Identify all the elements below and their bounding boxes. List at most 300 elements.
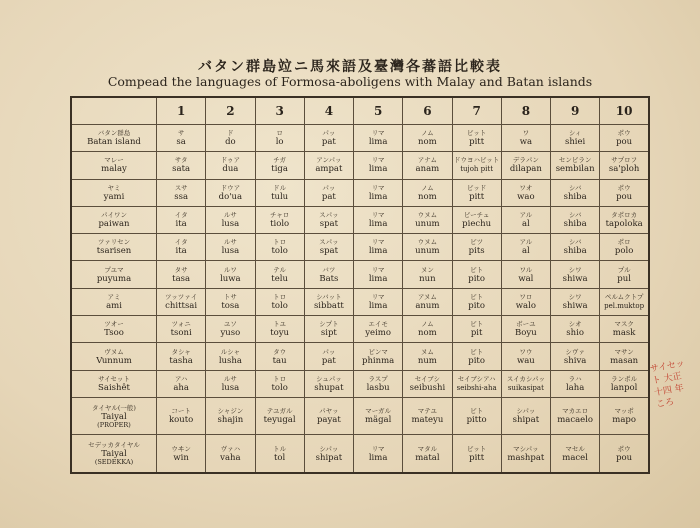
header-corner <box>71 97 157 125</box>
word-cell <box>452 152 501 179</box>
word-romanization: nun <box>419 273 436 284</box>
word-kana: トロ <box>273 374 287 383</box>
word-kana: ルサ <box>223 211 237 220</box>
word-cell <box>501 179 550 206</box>
word-romanization: shiva <box>563 355 587 366</box>
word-kana: パッ <box>322 183 336 192</box>
word-kana: ピット <box>467 444 487 453</box>
word-kana: ノム <box>421 320 434 329</box>
word-romanization: dua <box>222 164 239 175</box>
word-kana: リマ <box>371 183 385 192</box>
table-row <box>71 343 649 370</box>
word-cell <box>551 288 600 315</box>
word-romanization: sa'ploh <box>608 164 640 175</box>
word-romanization: tiga <box>271 164 288 175</box>
word-kana: ポロ <box>617 238 631 247</box>
word-cell <box>304 179 353 206</box>
word-kana: ポウ <box>617 183 631 192</box>
word-kana: ピンマ <box>368 347 388 356</box>
word-kana: マスク <box>614 320 634 329</box>
word-cell <box>551 435 600 473</box>
word-cell <box>255 343 304 370</box>
column-header-7: 7 <box>452 97 501 125</box>
word-kana: スイカシパッ <box>506 374 545 383</box>
language-name: Taiyal <box>101 449 127 460</box>
word-kana: ピト <box>470 265 484 274</box>
word-cell <box>452 234 501 261</box>
column-header-2: 2 <box>206 97 255 125</box>
table-row <box>71 288 649 315</box>
title-japanese: バタン群島竝ニ馬來語及臺灣各蕃語比較表 <box>198 59 502 75</box>
language-name-cell <box>71 152 157 179</box>
word-cell <box>304 206 353 233</box>
word-romanization: pou <box>616 191 633 202</box>
word-cell <box>403 261 452 288</box>
word-romanization: nom <box>418 191 437 202</box>
word-cell <box>206 343 255 370</box>
word-romanization: pito <box>468 300 485 311</box>
word-cell <box>600 179 649 206</box>
word-kana: シワ <box>568 292 582 301</box>
word-kana: ヌム <box>420 347 434 356</box>
word-cell <box>452 435 501 473</box>
word-kana: ロ <box>276 129 283 138</box>
word-kana: ピツ <box>470 238 484 247</box>
word-romanization: mask <box>612 328 636 339</box>
word-kana: ユソ <box>223 320 237 329</box>
word-kana: デラパン <box>512 156 539 165</box>
word-cell <box>354 234 403 261</box>
word-romanization: lusa <box>221 246 240 257</box>
column-header-8: 8 <box>501 97 550 125</box>
word-romanization: lo <box>275 137 284 148</box>
word-cell <box>206 316 255 343</box>
word-cell <box>157 234 206 261</box>
word-kana: タウ <box>273 347 287 356</box>
word-kana: ルサ <box>223 238 237 247</box>
word-romanization: shiba <box>563 191 587 202</box>
word-cell <box>354 370 403 397</box>
word-cell <box>551 397 600 434</box>
language-name-cell <box>71 234 157 261</box>
word-kana: ドウア <box>220 183 241 192</box>
word-romanization: ssa <box>174 191 189 202</box>
word-cell <box>551 261 600 288</box>
word-romanization: lima <box>368 246 388 257</box>
language-kana: ヴヌム <box>104 347 124 356</box>
word-cell <box>501 316 550 343</box>
column-header-10: 10 <box>600 97 649 125</box>
word-cell <box>157 206 206 233</box>
language-kana: アミ <box>107 292 121 301</box>
word-romanization: yeimo <box>365 328 391 339</box>
word-kana: サ <box>177 129 185 138</box>
language-name: Saishêt <box>98 382 130 393</box>
word-kana: ピト <box>470 320 484 329</box>
word-cell <box>255 206 304 233</box>
word-romanization: tosa <box>221 300 240 311</box>
word-kana: テル <box>273 265 286 274</box>
word-kana: ワ <box>522 129 530 138</box>
word-cell <box>255 316 304 343</box>
word-romanization: polo <box>614 246 634 257</box>
word-cell <box>452 179 501 206</box>
word-kana: パッ <box>322 347 336 356</box>
word-cell <box>255 435 304 473</box>
word-romanization: pat <box>321 137 336 148</box>
word-romanization: pitto <box>466 415 487 426</box>
word-kana: パッ <box>322 129 336 138</box>
table-row <box>71 316 649 343</box>
word-romanization: pel.muktop <box>604 301 645 310</box>
word-romanization: tsoni <box>170 328 192 339</box>
word-kana: ピト <box>470 347 484 356</box>
word-kana: リマ <box>371 156 385 165</box>
word-kana: リマ <box>371 292 385 301</box>
word-romanization: macel <box>562 452 588 463</box>
word-cell <box>600 343 649 370</box>
word-romanization: tapoloka <box>605 219 643 230</box>
word-cell <box>403 397 452 434</box>
word-kana: マシパッ <box>513 444 539 453</box>
language-name-cell <box>71 435 157 473</box>
word-romanization: shio <box>566 328 584 339</box>
word-kana: ピト <box>470 292 484 301</box>
table-row <box>71 125 649 152</box>
header-row <box>71 97 649 125</box>
language-name-cell <box>71 206 157 233</box>
word-cell <box>354 316 403 343</box>
word-romanization: shipat <box>315 452 343 463</box>
word-kana: タサ <box>174 265 188 274</box>
word-cell <box>501 234 550 261</box>
language-kana: ヤミ <box>107 183 121 192</box>
word-cell <box>501 261 550 288</box>
word-romanization: tol <box>273 452 286 463</box>
word-cell <box>157 179 206 206</box>
word-romanization: pitt <box>469 137 485 148</box>
word-cell <box>304 125 353 152</box>
word-romanization: Bats <box>319 273 339 284</box>
word-romanization: lanpol <box>610 382 638 393</box>
word-kana: ウヌム <box>417 211 438 220</box>
word-cell <box>206 152 255 179</box>
word-romanization: yuso <box>220 328 241 339</box>
word-romanization: anam <box>415 164 440 175</box>
word-romanization: toyu <box>270 328 290 339</box>
language-kana: サイセット <box>98 374 130 383</box>
word-romanization: ita <box>175 219 187 230</box>
word-cell <box>452 125 501 152</box>
word-kana: ペルムクトプ <box>604 292 644 301</box>
word-kana: ランポル <box>611 374 638 383</box>
word-kana: ツッツァイ <box>165 292 198 301</box>
word-romanization: pul <box>617 273 631 284</box>
word-kana: セイブシアハ <box>457 374 496 383</box>
language-name-cell <box>71 397 157 434</box>
word-kana: ラハ <box>568 374 582 383</box>
word-cell <box>452 261 501 288</box>
word-cell <box>304 435 353 473</box>
table-row <box>71 206 649 233</box>
word-cell <box>255 397 304 434</box>
word-romanization: sibbatt <box>313 300 344 311</box>
word-kana: リマ <box>371 129 385 138</box>
word-romanization: sa <box>176 137 186 148</box>
word-cell <box>501 397 550 434</box>
word-romanization: seibshi-aha <box>456 383 497 392</box>
word-kana: マタル <box>417 444 438 453</box>
word-kana: シオ <box>568 320 582 329</box>
word-kana: サプロフ <box>611 156 638 165</box>
language-kana: ツオー <box>104 320 124 329</box>
word-romanization: nom <box>418 328 437 339</box>
word-kana: マカエロ <box>562 407 589 416</box>
word-kana: バツ <box>322 265 336 274</box>
word-romanization: walo <box>515 300 536 311</box>
word-cell <box>157 343 206 370</box>
language-kana: タイヤル(一般) <box>92 403 136 412</box>
word-romanization: num <box>417 355 437 366</box>
word-romanization: shupat <box>314 382 344 393</box>
word-cell <box>304 370 353 397</box>
word-cell <box>304 343 353 370</box>
column-header-4: 4 <box>304 97 353 125</box>
word-cell <box>354 435 403 473</box>
word-kana: シヴァ <box>565 347 585 356</box>
word-cell <box>501 125 550 152</box>
word-romanization: al <box>521 246 530 257</box>
word-kana: ピッド <box>467 183 487 192</box>
word-romanization: phinma <box>362 355 395 366</box>
word-cell <box>551 343 600 370</box>
word-kana: チガ <box>273 156 287 165</box>
word-cell <box>255 152 304 179</box>
word-romanization: mateyu <box>411 415 444 426</box>
word-romanization: lusa <box>221 382 240 393</box>
word-romanization: sembilan <box>555 164 595 175</box>
word-kana: アナム <box>417 156 437 165</box>
word-cell <box>403 206 452 233</box>
word-cell <box>255 261 304 288</box>
word-romanization: chittsai <box>165 300 198 311</box>
word-kana: タシャ <box>171 347 191 356</box>
word-romanization: seibushi <box>409 382 446 393</box>
word-kana: ピット <box>467 129 487 138</box>
language-name-cell <box>71 343 157 370</box>
word-kana: マーガル <box>365 407 392 416</box>
word-kana: シバ <box>568 211 582 220</box>
word-cell <box>157 261 206 288</box>
word-romanization: wao <box>517 191 535 202</box>
word-cell <box>600 206 649 233</box>
word-cell <box>501 435 550 473</box>
word-romanization: shiei <box>564 137 586 148</box>
column-header-5: 5 <box>354 97 403 125</box>
comparison-table <box>70 96 650 474</box>
word-romanization: shiba <box>563 219 587 230</box>
word-kana: リマ <box>371 211 385 220</box>
word-cell <box>600 125 649 152</box>
word-kana: シバ <box>568 183 582 192</box>
word-cell <box>501 370 550 397</box>
word-romanization: lima <box>368 191 388 202</box>
word-cell <box>551 152 600 179</box>
word-cell <box>255 288 304 315</box>
word-romanization: pitt <box>469 452 485 463</box>
word-cell <box>403 316 452 343</box>
word-cell <box>157 316 206 343</box>
word-cell <box>354 261 403 288</box>
word-romanization: kouto <box>168 415 194 426</box>
column-header-1: 1 <box>157 97 206 125</box>
word-romanization: dilapan <box>509 164 542 175</box>
word-romanization: lasbu <box>366 382 390 393</box>
word-kana: ルシャ <box>220 347 240 356</box>
word-kana: トユ <box>273 320 286 329</box>
word-cell <box>452 370 501 397</box>
word-kana: ワロ <box>519 292 533 301</box>
word-romanization: luwa <box>220 273 241 284</box>
word-kana: ポウ <box>617 129 631 138</box>
word-cell <box>157 125 206 152</box>
word-romanization: lima <box>368 452 388 463</box>
word-romanization: pits <box>468 246 485 257</box>
word-kana: プル <box>617 265 631 274</box>
word-cell <box>501 288 550 315</box>
word-kana: セイブシ <box>414 374 441 383</box>
word-kana: トル <box>273 444 287 453</box>
word-cell <box>551 370 600 397</box>
word-kana: ドウヨハピット <box>454 156 500 165</box>
word-kana: シパッ <box>319 444 339 453</box>
language-name: yami <box>103 191 125 202</box>
word-romanization: pito <box>468 273 485 284</box>
word-cell <box>403 435 452 473</box>
word-romanization: lima <box>368 300 388 311</box>
word-kana: マセル <box>565 444 585 453</box>
word-kana: ヴァハ <box>220 444 241 453</box>
word-romanization: pito <box>468 355 485 366</box>
language-name: puyuma <box>96 273 132 284</box>
word-cell <box>551 316 600 343</box>
word-romanization: wau <box>516 355 535 366</box>
word-romanization: tujoh pitt <box>460 165 494 174</box>
word-cell <box>206 435 255 473</box>
column-header-6: 6 <box>403 97 452 125</box>
word-romanization: vaha <box>220 452 241 463</box>
word-cell <box>600 234 649 261</box>
word-kana: ドゥア <box>220 156 241 165</box>
word-kana: スサ <box>174 183 188 192</box>
word-cell <box>600 288 649 315</box>
word-kana: ポウ <box>617 444 631 453</box>
word-kana: ルワ <box>223 265 237 274</box>
word-cell <box>206 370 255 397</box>
word-romanization: lusa <box>221 219 240 230</box>
word-romanization: al <box>521 219 530 230</box>
word-romanization: tolo <box>271 300 288 311</box>
word-kana: スパッ <box>319 238 339 247</box>
word-cell <box>304 234 353 261</box>
word-cell <box>551 234 600 261</box>
word-romanization: do <box>225 137 236 148</box>
word-romanization: unum <box>415 246 440 257</box>
language-name-cell <box>71 288 157 315</box>
word-romanization: tolo <box>271 246 288 257</box>
word-cell <box>403 125 452 152</box>
table-row <box>71 234 649 261</box>
language-name: Vunnum <box>96 355 132 366</box>
word-kana: ワウ <box>519 347 533 356</box>
language-name: Batan island <box>87 137 141 148</box>
word-cell <box>403 234 452 261</box>
column-header-3: 3 <box>255 97 304 125</box>
handwritten-note: サイセット 大正 十四 年 ころ <box>649 358 686 411</box>
word-cell <box>452 343 501 370</box>
language-kana: セデッカタイヤル <box>88 441 140 450</box>
word-kana: リマ <box>371 238 385 247</box>
word-kana: マッポ <box>614 407 634 416</box>
word-cell <box>403 152 452 179</box>
word-cell <box>304 397 353 434</box>
word-cell <box>157 288 206 315</box>
word-cell <box>304 316 353 343</box>
word-cell <box>206 206 255 233</box>
word-cell <box>452 288 501 315</box>
word-romanization: macaelo <box>557 415 594 426</box>
word-cell <box>206 397 255 434</box>
word-kana: ボーユ <box>516 320 536 329</box>
word-cell <box>255 234 304 261</box>
language-name-cell <box>71 179 157 206</box>
table-row <box>71 370 649 397</box>
word-cell <box>501 343 550 370</box>
word-romanization: pou <box>616 452 633 463</box>
word-cell <box>206 125 255 152</box>
word-cell <box>403 343 452 370</box>
word-kana: リマ <box>371 444 385 453</box>
word-cell <box>304 152 353 179</box>
word-cell <box>354 343 403 370</box>
word-kana: ピト <box>470 407 484 416</box>
word-romanization: pit <box>470 328 483 339</box>
word-kana: エイモ <box>368 320 388 329</box>
language-subname: (PROPER) <box>97 420 131 429</box>
word-kana: アンパッ <box>316 156 342 165</box>
word-cell <box>255 125 304 152</box>
word-cell <box>600 316 649 343</box>
table-row <box>71 435 649 473</box>
word-cell <box>452 397 501 434</box>
word-kana: アハ <box>174 374 188 383</box>
word-romanization: tulu <box>271 191 289 202</box>
word-cell <box>354 397 403 434</box>
word-cell <box>304 288 353 315</box>
word-romanization: spat <box>319 219 339 230</box>
word-kana: トロ <box>273 238 287 247</box>
word-romanization: nom <box>418 137 437 148</box>
language-name-cell <box>71 370 157 397</box>
word-romanization: wa <box>519 137 533 148</box>
word-kana: ドル <box>273 183 287 192</box>
language-name-cell <box>71 125 157 152</box>
word-cell <box>304 261 353 288</box>
word-kana: トロ <box>273 292 287 301</box>
word-romanization: pat <box>321 191 336 202</box>
word-kana: イタ <box>174 238 188 247</box>
word-romanization: lima <box>368 219 388 230</box>
